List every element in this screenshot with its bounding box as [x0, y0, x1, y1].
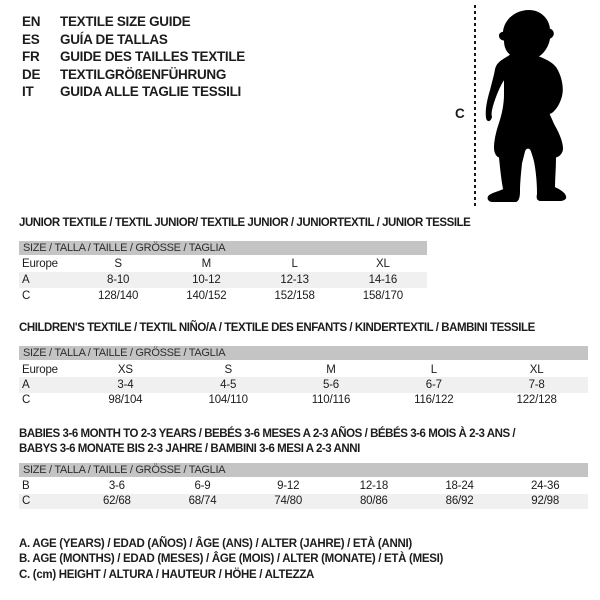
table-cell: M [326, 363, 336, 376]
table-cell: 9-12 [277, 479, 300, 492]
table-cell: XL [529, 363, 544, 376]
size-header-bar-junior: SIZE / TALLA / TAILLE / GRÖSSE / TAGLIA [19, 241, 427, 255]
table-cell: M [201, 258, 212, 270]
lang-row-de [22, 66, 245, 84]
table-row-height [19, 494, 588, 510]
language-guide [22, 13, 245, 101]
lang-label: GUÍA DE TALLAS [60, 31, 168, 47]
lang-code: DE [22, 66, 41, 82]
table-cell: 4-5 [220, 379, 237, 392]
section-title-junior: JUNIOR TEXTILE / TEXTIL JUNIOR/ TEXTILE JUNIOR / JUNIORTEXTIL / JUNIOR TESSILE [19, 217, 471, 229]
size-table-junior [19, 256, 427, 304]
table-cell: 128/140 [98, 290, 139, 302]
table-cell: 104/110 [208, 394, 248, 407]
table-cell: 158/170 [362, 290, 403, 302]
table-cell: XL [376, 258, 390, 270]
table-cell: 80/86 [359, 495, 388, 508]
table-cell: 12-13 [280, 274, 309, 286]
lang-code: EN [22, 14, 41, 29]
table-row-age-months [19, 478, 588, 494]
table-cell: 74/80 [274, 495, 303, 508]
size-header-bar-children: SIZE / TALLA / TAILLE / GRÖSSE / TAGLIA [19, 346, 588, 360]
footnote-height: C. (cm) HEIGHT / ALTURA / HAUTEUR / HÖHE / ALTEZZA [19, 568, 315, 581]
table-cell: 98/104 [108, 394, 143, 407]
size-header-bar-babies: SIZE / TALLA / TAILLE / GRÖSSE / TAGLIA [19, 463, 588, 477]
table-row-height [19, 393, 588, 408]
table-row-europe [19, 362, 588, 377]
table-cell: 7-8 [528, 379, 545, 392]
table-cell: 10-12 [192, 274, 221, 286]
table-cell: 122/128 [516, 394, 557, 407]
row-label: A [22, 379, 30, 392]
table-cell: 8-10 [107, 274, 130, 286]
size-table-children [19, 362, 588, 408]
row-label: C [22, 495, 31, 508]
table-row-age [19, 377, 588, 392]
table-cell: 12-18 [359, 479, 389, 492]
table-cell: 86/92 [445, 495, 474, 508]
table-cell: 18-24 [445, 479, 474, 492]
table-row-age [19, 272, 427, 288]
row-label: Europe [22, 258, 58, 270]
table-cell: 6-9 [194, 479, 211, 492]
table-cell: 6-7 [425, 379, 442, 392]
table-cell: 110/116 [311, 394, 351, 407]
footnote-age-months: B. AGE (MONTHS) / EDAD (MESES) / ÂGE (MOIS) / ALTER (MONATE) / ETÀ (MESI) [19, 553, 444, 566]
row-label: Europe [22, 363, 58, 376]
table-cell: 92/98 [531, 495, 560, 508]
section-title-children: CHILDREN'S TEXTILE / TEXTIL NIÑO/A / TEXTILE DES ENFANTS / KINDERTEXTIL / BAMBINI TESSILE [19, 322, 535, 334]
height-measure-dashed-line [474, 5, 476, 208]
lang-label: TEXTILE SIZE GUIDE [60, 14, 191, 29]
table-row-europe [19, 256, 427, 272]
lang-code: FR [22, 49, 40, 65]
table-cell: S [114, 258, 122, 270]
table-row-height [19, 288, 427, 304]
table-cell: L [430, 363, 437, 376]
table-cell: 3-6 [108, 479, 125, 492]
baby-silhouette-icon [479, 7, 575, 205]
section-title-babies-line2: BABYS 3-6 MONATE BIS 2-3 JAHRE / BAMBINI 3-6 MESI A 2-3 ANNI [19, 443, 360, 455]
table-cell: 116/122 [414, 394, 454, 407]
height-measure-label: C [455, 106, 465, 121]
section-title-babies-line1: BABIES 3-6 MONTH TO 2-3 YEARS / BEBÉS 3-6 MESES A 2-3 AÑOS / BÉBÉS 3-6 MOIS À 2-3 ANS / [19, 428, 516, 440]
table-cell: L [291, 258, 298, 270]
size-table-babies [19, 478, 588, 509]
table-cell: 68/74 [188, 495, 217, 508]
baby-silhouette-path [486, 10, 566, 202]
row-label: C [22, 394, 31, 407]
table-cell: XS [117, 363, 133, 376]
table-cell: 62/68 [102, 495, 131, 508]
lang-label: TEXTILGRÖßENFÜHRUNG [60, 66, 227, 82]
lang-row-en [22, 13, 245, 31]
table-cell: 140/152 [186, 290, 227, 302]
footnotes [19, 537, 443, 583]
lang-code: ES [22, 31, 40, 47]
lang-row-it [22, 83, 245, 101]
table-cell: 152/158 [274, 290, 315, 302]
lang-label: GUIDA ALLE TAGLIE TESSILI [60, 84, 241, 100]
footnote-age-years: A. AGE (YEARS) / EDAD (AÑOS) / ÂGE (ANS) / ALTER (JAHRE) / ETÀ (ANNI) [19, 538, 412, 550]
table-cell: 24-36 [530, 479, 560, 492]
row-label: B [22, 479, 30, 492]
row-label: C [22, 290, 31, 302]
row-label: A [22, 274, 30, 286]
table-cell: 3-4 [117, 379, 134, 392]
lang-label: GUIDE DES TAILLES TEXTILE [60, 49, 246, 65]
lang-row-fr [22, 48, 245, 66]
lang-code: IT [22, 84, 34, 100]
table-cell: 14-16 [368, 274, 398, 286]
table-cell: 5-6 [322, 379, 339, 392]
table-cell: S [224, 363, 232, 376]
lang-row-es [22, 31, 245, 49]
